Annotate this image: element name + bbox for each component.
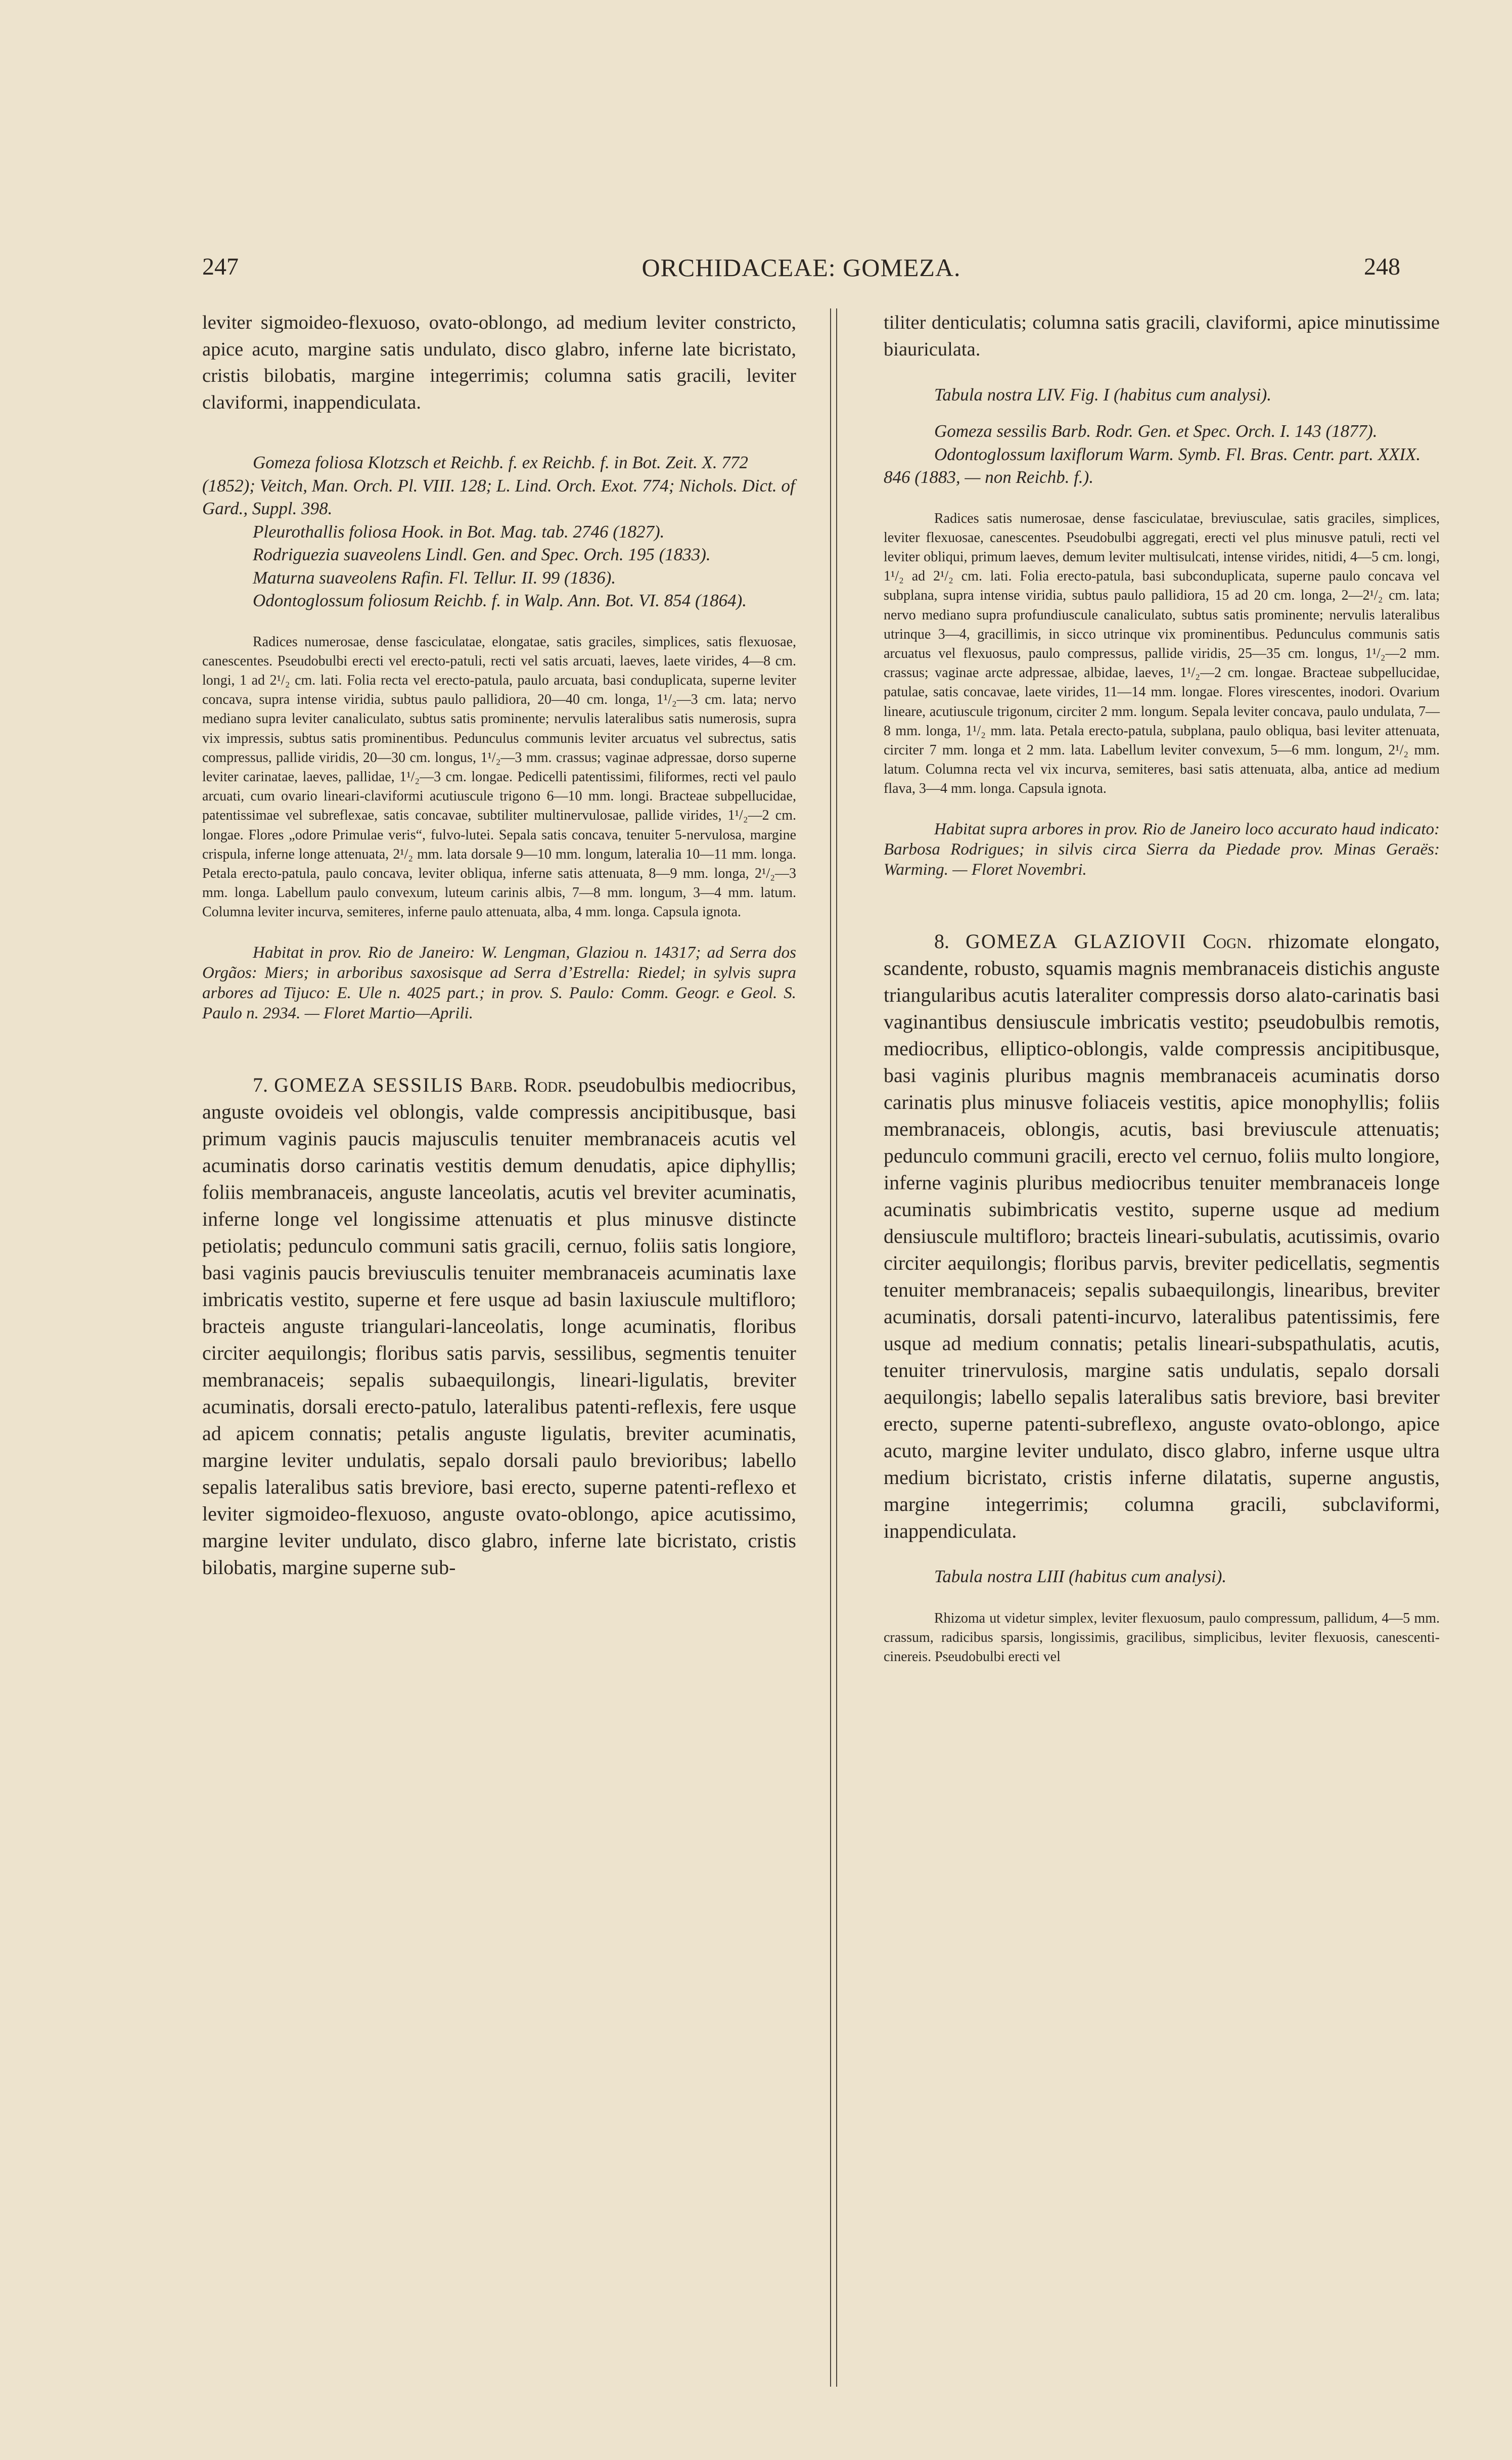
species-8-name: GOMEZA GLAZIOVII xyxy=(965,929,1187,953)
right-column xyxy=(884,309,1440,1667)
species-7-author: Barb. Rodr. xyxy=(470,1073,572,1096)
page-number-right: 248 xyxy=(1364,253,1400,280)
synonym-entry: Odontoglossum laxiflorum Warm. Symb. Fl. Bras. Centr. part. XXIX. 846 (1883, — non Reichb. f.). xyxy=(884,444,1421,487)
left-column xyxy=(202,309,796,1581)
right-description: Radices satis numerosae, dense fasciculatae, breviusculae, satis graciles, simplices, leviter flexuosae, canescentes. Pseudobulbi aggregati, erecti vel plus minusve patuli, recti vel leviter obliqui, primum laeves, demum leviter multisulcati, intense virides, nitidi, 4—5 cm. longi, 1¹/₂ ad 2¹/₂ cm. lati. Folia erecto-patula, basi subconduplicata, superne paulo concava vel subplana, supra intense viridia, subtus paulo pallidiora, 15 ad 20 cm. longa, 2—2¹/₂ cm. lata; nervo mediano supra profundiuscule canaliculato, subtus satis prominente; nervulis lateralibus utrinque 3—4, gracillimis, in sicco utrinque vix prominentibus. Pedunculus communis satis arcuatus vel flexuosus, paulo compressus, pallide viridis, 25—35 cm. longus, 1¹/₂—2 mm. crassus; vaginae arcte adpressae, albidae, laeves, 1¹/₂—2 cm. longae. Bracteae subpellucidae, patulae, satis concavae, laete virides, 11—14 mm. longae. Flores virescentes, inodori. Ovarium lineare, acutiuscule trigonum, circiter 2 mm. longum. Sepala leviter concava, paulo undulata, 7—8 mm. longa, 1¹/₂ mm. lata. Petala erecto-patula, subplana, paulo obliqua, basi leviter attenuata, circiter 7 mm. longa et 2 mm. lata. Labellum leviter convexum, 5—6 mm. longum, 2¹/₂ mm. latum. Columna recta vel vix incurva, semiteres, basi satis attenuata, alba, antice ad medium flava, 3—4 mm. longa. Capsula ignota. xyxy=(884,510,1440,797)
right-continuation-paragraph: tiliter denticulatis; columna satis gracili, claviformi, apice minutissime biauriculata. xyxy=(884,312,1440,360)
left-continuation-paragraph: leviter sigmoideo-flexuoso, ovato-oblongo, ad medium leviter constricto, apice acuto, margine satis undulato, disco glabro, inferne late bicristato, cristis bilobatis, margine integerrimis; columna satis gracili, leviter claviformi, inappendiculata. xyxy=(202,312,796,413)
right-habitat: Habitat supra arbores in prov. Rio de Janeiro loco accurato haud indicato: Barbosa Rodrigues; in silvis circa Sierra da Piedade prov. Minas Geraës: Warming. — Floret Novembri. xyxy=(884,820,1440,879)
left-description: Radices numerosae, dense fasciculatae, elongatae, satis graciles, simplices, satis flexuosae, canescentes. Pseudobulbi erecti vel erecto-patuli, recti vel satis arcuati, laeves, laete virides, 4—8 cm. longi, 1 ad 2¹/₂ cm. lati. Folia recta vel erecto-patula, paulo arcuata, basi conduplicata, superne leviter concava, supra intense viridia, subtus paulo pallidiora, 20—40 cm. longa, 1¹/₂—3 cm. lata; nervo mediano supra leviter canaliculato, subtus satis prominente; nervulis lateralibus satis numerosis, supra vix impressis, subtus satis prominentibus. Pedunculus communis leviter arcuatus vel subrectus, satis compressus, pallide viridis, 20—30 cm. longus, 1¹/₂—3 mm. crassus; vaginae adpressae, dorso superne leviter carinatae, laeves, pallidae, 1¹/₂—3 cm. longae. Pedicelli patentissimi, filiformes, recti vel paulo arcuati, cum ovario lineari-claviformi acutiuscule trigono 6—10 mm. longi. Bracteae subpellucidae, patentissimae vel subreflexae, satis concavae, subtiliter multinervulosae, pallide virides, 1¹/₂—2 cm. longae. Flores „odore Primulae veris“, fulvo-lutei. Sepala satis concava, tenuiter 5-nervulosa, margine crispula, inferne longe attenuata, 2¹/₂ mm. lata dorsale 9—10 mm. longum, lateralia 10—11 mm. longa. Petala erecto-patula, paulo concava, leviter obliqua, inferne satis attenuata, 8—9 mm. longa, 2¹/₂—3 mm. longa. Labellum paulo convexum, luteum carinis albis, 7—8 mm. longum, 3—4 mm. latum. Columna leviter incurva, semiteres, inferne paulo attenuata, alba, 4 mm. longa. Capsula ignota. xyxy=(202,634,796,920)
species-8-author: Cogn. xyxy=(1203,929,1252,953)
plate-reference-2: Tabula nostra LIII (habitus cum analysi). xyxy=(934,1566,1227,1586)
right-description-2: Rhizoma ut videtur simplex, leviter flexuosum, paulo compressum, pallidum, 4—5 mm. crassum, radicibus sparsis, longissimis, gracilibus, simplicibus, leviter flexuosis, canescenti-cinereis. Pseudobulbi erecti vel xyxy=(884,1610,1440,1665)
plate-reference-1: Tabula nostra LIV. Fig. I (habitus cum analysi). xyxy=(934,385,1271,405)
synonym-entry: Rodriguezia suaveolens Lindl. Gen. and Spec. Orch. 195 (1833). xyxy=(253,545,711,564)
left-synonymy xyxy=(202,451,796,612)
synonym-entry: Maturna suaveolens Rafin. Fl. Tellur. II. 99 (1836). xyxy=(253,567,616,588)
column-divider xyxy=(830,308,837,2387)
synonym-entry: Gomeza sessilis Barb. Rodr. Gen. et Spec. Orch. I. 143 (1877). xyxy=(934,421,1378,441)
page-header xyxy=(202,253,1400,293)
right-synonymy xyxy=(884,420,1440,489)
species-7-number: 7. xyxy=(253,1073,268,1096)
species-8-diagnosis xyxy=(884,928,1440,1544)
synonym-entry: Odontoglossum foliosum Reichb. f. in Walp. Ann. Bot. VI. 854 (1864). xyxy=(253,591,747,610)
species-7-text: pseudobulbis mediocribus, anguste ovoideis vel oblongis, valde compressis ancipitibusque, basi primum vaginis paucis majusculis tenuiter membranaceis acutis vel acuminatis dorso carinatis vestitis demum denudatis, apice diphyllis; foliis membranaceis, anguste lanceolatis, acutis vel breviter acuminatis, inferne longe vel longissime attenuatis et plus minusve distincte petiolatis; pedunculo communi satis gracili, cernuo, foliis satis longiore, basi vaginis paucis breviusculis tenuiter membranaceis acuminatis laxe imbricatis vestito, superne et fere usque ad basin laxiuscule multifloro; bracteis anguste triangulari-lanceolatis, longe acuminatis, floribus circiter aequilongis; floribus satis parvis, sessilibus, segmentis tenuiter membranaceis; sepalis subaequilongis, lineari-ligulatis, breviter acuminatis, dorsali erecto-patulo, lateralibus patenti-reflexis, fere usque ad apicem connatis; petalis anguste ligulatis, breviter acuminatis, margine leviter undulatis, sepalo dorsali paulo brevioribus; labello sepalis lateralibus satis breviore, basi erecto, superne patenti-reflexo et leviter sigmoideo-flexuoso, anguste ovato-oblongo, apice acutissimo, margine leviter undulato, disco glabro, inferne late bicristato, cristis bilobatis, margine superne sub- xyxy=(202,1073,797,1579)
species-8-text: rhizomate elongato, scandente, robusto, squamis magnis membranaceis distichis anguste triangularibus acutis lateraliter compressis dorso alato-carinatis basi vaginantibus densiuscule imbricatis vestito; pseudobulbis remotis, mediocribus, elliptico-oblongis, valde compressis ancipitibusque, basi vaginis pluribus magnis membranaceis acuminatis dorso carinatis plus minusve foliaceis vestitis, apice monophyllis; foliis membranaceis, oblongis, acutis, basi breviuscule attenuatis; pedunculo communi gracili, erecto vel cernuo, foliis multo longiore, inferne vaginis pluribus mediocribus tenuiter membranaceis longe acuminatis subimbricatis vestito, superne usque ad medium densiuscule multifloro; bracteis lineari-subulatis, acutissimis, ovario circiter aequilongis; floribus parvis, breviter pedicellatis, segmentis tenuiter membranaceis; sepalis subaequilongis, linearibus, breviter acuminatis, dorsali patenti-incurvo, lateralibus patentissimis, fere usque ad medium connatis; petalis lineari-subspathulatis, acutis, tenuiter trinervulosis, margine satis undulatis, sepalo dorsali aequilongis; labello sepalis lateralibus satis breviore, basi breviter erecto, superne patenti-subreflexo, anguste ovato-oblongo, apice acuto, margine leviter undulato, disco glabro, inferne usque ultra medium bicristato, cristis inferne dilatatis, superne angustis, margine integerrimis; columna gracili, subclaviformi, inappendiculata. xyxy=(884,929,1440,1542)
synonym-entry: Gomeza foliosa Klotzsch et Reichb. f. ex Reichb. f. in Bot. Zeit. X. 772 (1852); Veitch, Man. Orch. Pl. VIII. 128; L. Lind. Orch. Exot. 774; Nichols. Dict. of Gard., Suppl. 398. xyxy=(202,453,795,518)
running-title: ORCHIDACEAE: GOMEZA. xyxy=(642,253,961,282)
species-7-name: GOMEZA SESSILIS xyxy=(274,1073,464,1096)
left-habitat: Habitat in prov. Rio de Janeiro: W. Lengman, Glaziou n. 14317; ad Serra dos Orgãos: Miers; in arboribus saxosisque ad Serra d’Estrella: Riedel; in sylvis supra arbores ad Tijuco: E. Ule n. 4025 part.; in prov. S. Paulo: Comm. Geogr. e Geol. S. Paulo n. 2934. — Floret Martio—Aprili. xyxy=(202,943,796,1022)
page-number-left: 247 xyxy=(202,253,239,280)
species-8-number: 8. xyxy=(934,929,949,953)
species-7-diagnosis xyxy=(202,1071,796,1581)
synonym-entry: Pleurothallis foliosa Hook. in Bot. Mag. tab. 2746 (1827). xyxy=(253,521,665,542)
